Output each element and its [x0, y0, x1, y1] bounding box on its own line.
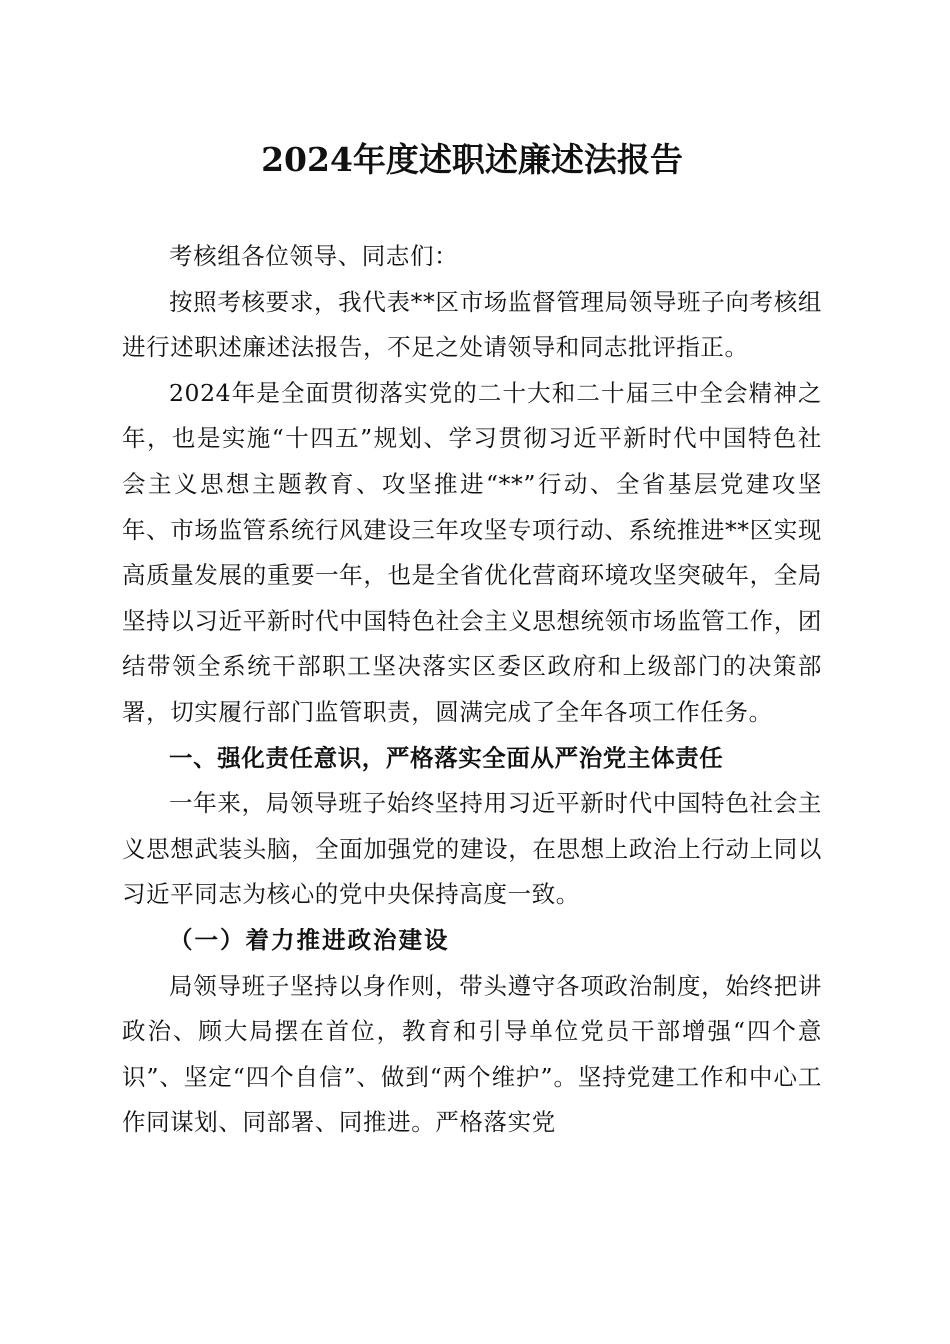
document-page: [122, 0, 822, 1344]
section-heading: 一、强化责任意识，严格落实全面从严治党主体责任: [169, 743, 724, 772]
paragraph-background: 2024年是全面贯彻落实党的二十大和二十届三中全会精神之年，也是实施“十四五”规划、学习贯彻习近平新时代中国特色社会主义思想主题教育、攻坚推进“**”行动、全省基层党建攻坚年、市场监管系统行风建设三年攻坚专项行动、系统推进**区实现高质量发展的重要一年，也是全省优化营商环境攻坚突破年，全局坚持以习近平新时代中国特色社会主义思想统领市场监管工作，团结带领全系统干部职工坚决落实区委区政府和上级部门的决策部署，切实履行部门监管职责，圆满完成了全年各项工作任务。: [122, 378, 822, 726]
subsection-heading: （一）着力推进政治建设: [169, 925, 450, 954]
subsection-text: 局领导班子坚持以身作则，带头遵守各项政治制度，始终把讲政治、顾大局摆在首位，教育和引导单位党员干部增强“四个意识”、坚定“四个自信”、做到“两个维护”。坚持党建工作和中心工作同谋划、同部署、同推进。严格落实党: [122, 971, 822, 1137]
document-title: 2024年度述职述廉述法报告: [261, 140, 683, 179]
paragraph-intro: 按照考核要求，我代表**区市场监督管理局领导班子向考核组进行述职述廉述法报告，不足之处请领导和同志批评指正。: [122, 287, 822, 362]
document-body: [122, 234, 822, 1146]
section-intro: 一年来，局领导班子始终坚持用习近平新时代中国特色社会主义思想武装头脑，全面加强党的建设，在思想上政治上行动上同以习近平同志为核心的党中央保持高度一致。: [122, 789, 822, 909]
salutation: 考核组各位领导、同志们：: [169, 242, 459, 270]
